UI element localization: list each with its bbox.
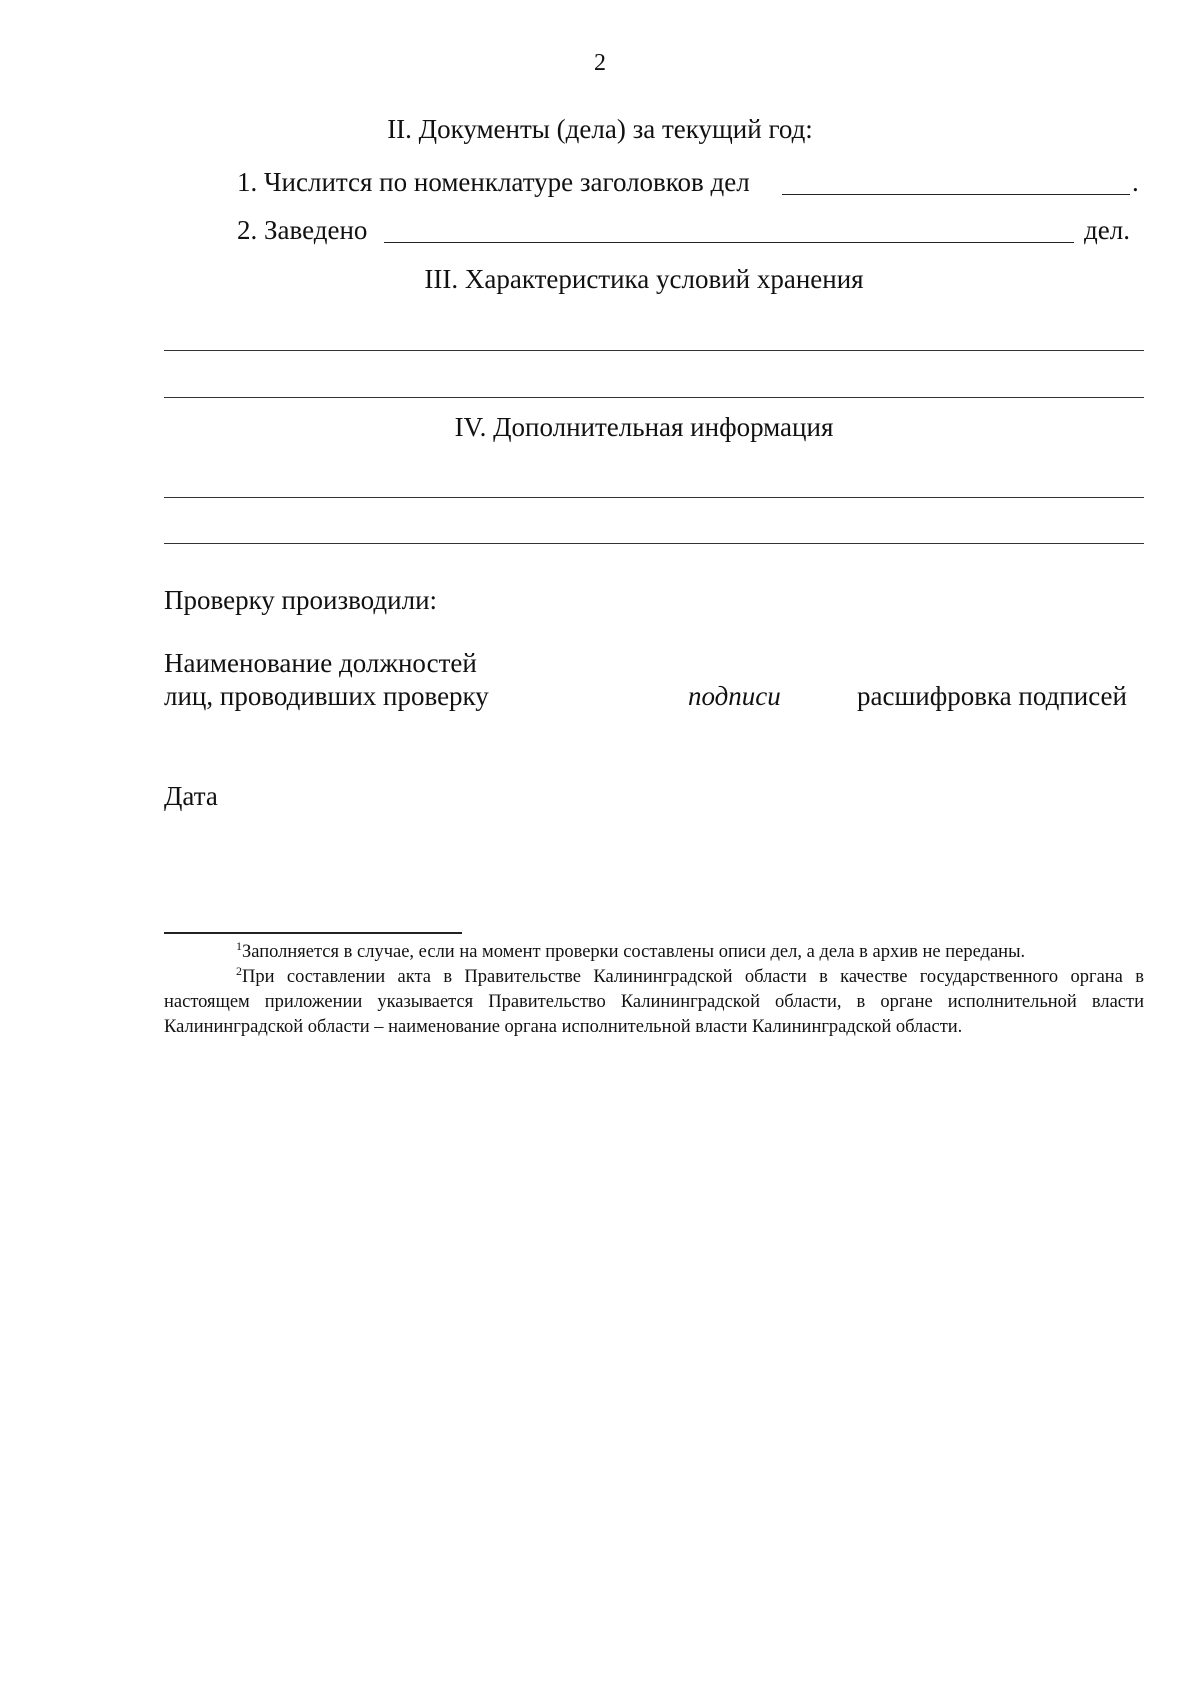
verification-title: Проверку производили:	[164, 585, 438, 615]
signatures-label: подписи	[688, 681, 781, 711]
additional-info-line-1[interactable]	[164, 497, 1144, 498]
page-number: 2	[594, 50, 606, 76]
section-4-heading: IV. Дополнительная информация	[454, 412, 834, 442]
opened-cases-field[interactable]	[384, 242, 1074, 243]
nomenclature-count-field[interactable]	[782, 194, 1130, 195]
footnote-2-mark: 2	[236, 964, 242, 978]
opened-cases-unit: дел.	[1084, 215, 1130, 245]
nomenclature-count-end: .	[1132, 167, 1139, 197]
additional-info-line-2[interactable]	[164, 543, 1144, 544]
positions-label-line-2: лиц, проводивших проверку	[164, 681, 489, 711]
nomenclature-count-label: 1. Числится по номенклатуре заголовков дел	[237, 167, 750, 197]
date-label: Дата	[164, 781, 218, 811]
positions-label-line-1: Наименование должностей	[164, 648, 477, 678]
opened-cases-label: 2. Заведено	[237, 215, 368, 245]
footnote-1	[164, 940, 1144, 965]
footnote-1-mark: 1	[236, 939, 242, 953]
signature-decryption-label: расшифровка подписей	[857, 681, 1127, 711]
section-3-heading: III. Характеристика условий хранения	[424, 264, 864, 294]
footnote-1-text: Заполняется в случае, если на момент проверки составлены описи дел, а дела в архив не переданы.	[242, 942, 1026, 962]
storage-conditions-line-1[interactable]	[164, 350, 1144, 351]
footnote-2	[164, 965, 1144, 1040]
storage-conditions-line-2[interactable]	[164, 397, 1144, 398]
section-2-heading: II. Документы (дела) за текущий год:	[387, 114, 813, 144]
footnote-separator	[164, 932, 462, 934]
footnote-2-text: При составлении акта в Правительстве Калининградской области в качестве государственного органа в настоящем приложении указывается Правительство Калининградской области, в органе исполнительной власти Калининградской области – наименование органа исполнительной власти Калининградской области.	[164, 967, 1144, 1037]
